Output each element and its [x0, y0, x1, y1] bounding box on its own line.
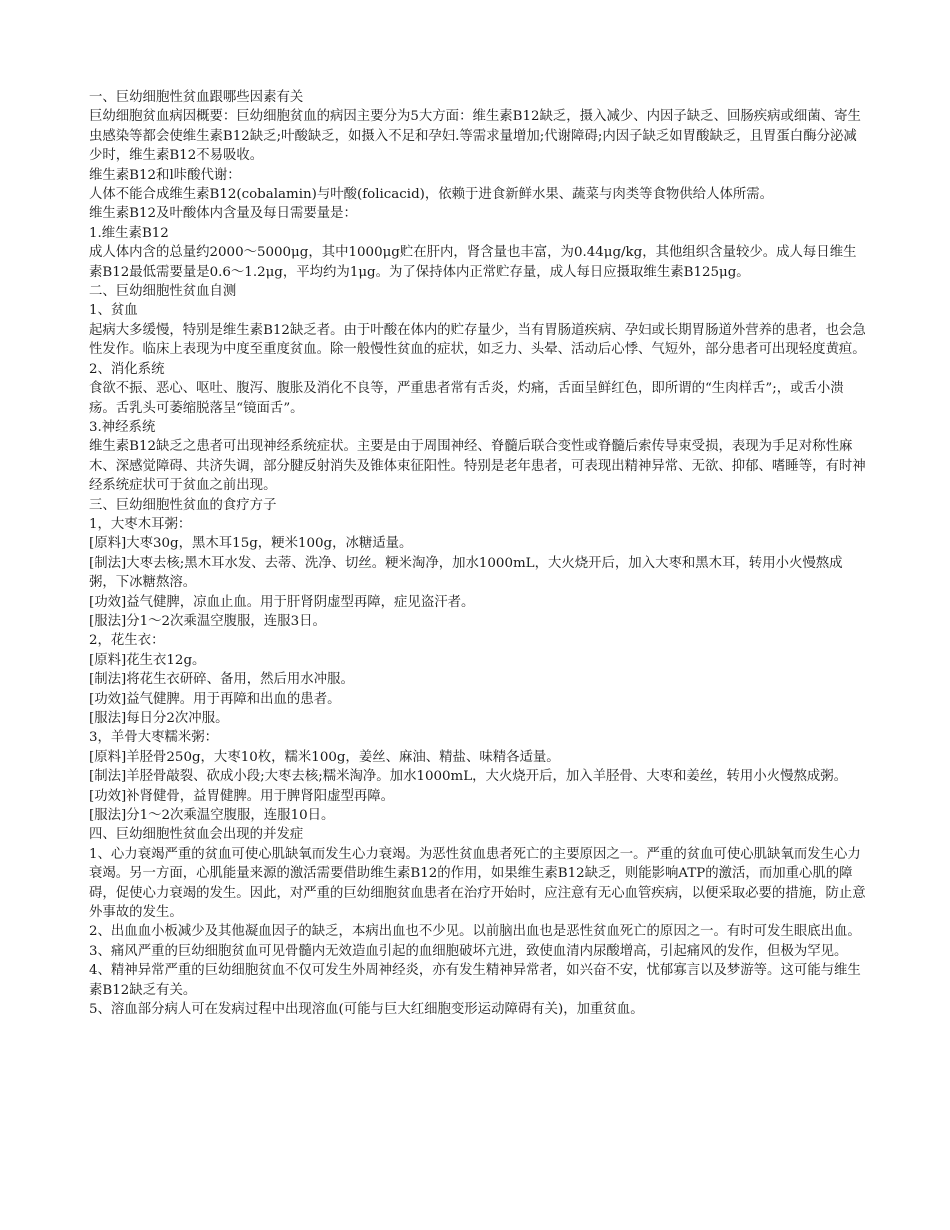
complication-heart-failure: 1、心力衰竭严重的贫血可使心肌缺氧而发生心力衰竭。为恶性贫血患者死亡的主要原因之一。严重的贫血可使心肌缺氧而发生心力衰竭。另一方面，心肌能量来源的激活需要借助维生素B12的作用，如果维生素B12缺乏，则能影响ATP的激活，而加重心肌的障碍，促使心力衰竭的发生。因此，对严重的巨幼细胞贫血患者在治疗开始时，应注意有无心血管疾病，以便采取必要的措施，防止意外事故的发生。 — [89, 846, 866, 921]
section-heading-diet: 三、巨幼细胞性贫血的食疗方子 — [89, 497, 277, 513]
recipe-2-ingredients: [原料]花生衣12g。 — [89, 652, 206, 668]
recipe-3-title: 3，羊骨大枣糯米粥： — [89, 730, 219, 746]
paragraph-nervous: 维生素B12缺乏之患者可出现神经系统症状。主要是由于周围神经、脊髓后联合变性或脊髓后索传导束受损，表现为手足对称性麻木、深感觉障碍、共济失调，部分腱反射消失及锥体束征阳性。特别是老年患者，可表现出精神异常、无欲、抑郁、嗜睡等，有时神经系统症状可于贫血之前出现。 — [89, 439, 866, 494]
recipe-3-ingredients: [原料]羊胫骨250g，大枣10枚，糯米100g，姜丝、麻油、精盐、味精各适量。 — [89, 749, 560, 765]
recipe-1-title: 1，大枣木耳粥： — [89, 516, 192, 532]
recipe-3-effect: [功效]补肾健骨，益胃健脾。用于脾肾阳虚型再障。 — [89, 788, 395, 804]
complication-gout: 3、痛风严重的巨幼细胞贫血可见骨髓内无效造血引起的血细胞破坏亢进，致使血清内尿酸增高，引起痛风的发作，但极为罕见。 — [89, 943, 848, 959]
recipe-1-effect: [功效]益气健脾，凉血止血。用于肝肾阴虚型再障，症见盗汗者。 — [89, 594, 475, 610]
paragraph-b12: 成人体内含的总量约2000～5000μg，其中1000μg贮在肝内，肾含量也丰富，为0.44μg/kg，其他组织含量较少。成人每日维生素B12最低需要量是0.6～1.2μg，平均约为1μg。为了保持体内正常贮存量，成人每日应摄取维生素B125μg。 — [89, 245, 857, 280]
section-heading-factors: 一、巨幼细胞性贫血跟哪些因素有关 — [89, 90, 304, 105]
subheading-digestive: 2、消化系统 — [89, 361, 165, 377]
subheading-b12: 1.维生素B12 — [89, 225, 169, 241]
section-heading-complications: 四、巨幼细胞性贫血会出现的并发症 — [89, 827, 304, 843]
subheading-anemia: 1、贫血 — [89, 303, 138, 319]
paragraph-metabolism: 人体不能合成维生素B12(cobalamin)与叶酸(folicacid)，依赖于进食新鲜水果、蔬菜与肉类等食物供给人体所需。 — [89, 187, 774, 203]
subheading-content: 维生素B12及叶酸体内含量及每日需要量是： — [89, 206, 357, 222]
complication-mental: 4、精神异常严重的巨幼细胞贫血不仅可发生外周神经炎，亦有发生精神异常者，如兴奋不安，忧郁寡言以及梦游等。这可能与维生素B12缺乏有关。 — [89, 963, 861, 998]
recipe-3-method: [制法]羊胫骨敲裂、砍成小段;大枣去核;糯米淘净。加水1000mL，大火烧开后，加入羊胫骨、大枣和姜丝，转用小火慢熬成粥。 — [89, 769, 848, 785]
paragraph-digestive: 食欲不振、恶心、呕吐、腹泻、腹胀及消化不良等，严重患者常有舌炎，灼痛，舌面呈鲜红色，即所谓的“生肉样舌”;，或舌小溃疡。舌乳头可萎缩脱落呈“镜面舌”。 — [89, 381, 844, 416]
section-heading-selftest: 二、巨幼细胞性贫血自测 — [89, 284, 237, 300]
document-body — [89, 88, 869, 1020]
subheading-nervous: 3.神经系统 — [89, 419, 156, 435]
recipe-2-effect: [功效]益气健脾。用于再障和出血的患者。 — [89, 691, 341, 707]
recipe-1-ingredients: [原料]大枣30g，黑木耳15g，粳米100g，冰糖适量。 — [89, 536, 413, 552]
recipe-1-method: [制法]大枣去核;黑木耳水发、去蒂、洗净、切丝。粳米淘净，加水1000mL，大火烧开后，加入大枣和黑木耳，转用小火慢熬成粥，下冰糖熬溶。 — [89, 555, 843, 591]
recipe-2-dosage: [服法]每日分2次冲服。 — [89, 711, 229, 726]
recipe-1-dosage: [服法]分1～2次乘温空腹服，连服3日。 — [89, 613, 326, 629]
subheading-metabolism: 维生素B12和l咔酸代谢： — [89, 167, 241, 183]
recipe-2-title: 2，花生衣： — [89, 633, 165, 649]
paragraph-anemia: 起病大多缓慢，特别是维生素B12缺乏者。由于叶酸在体内的贮存量少，当有胃肠道疾病、孕妇或长期胃肠道外营养的患者，也会急性发作。临床上表现为中度至重度贫血。除一般慢性贫血的症状，如乏力、头晕、活动后心悸、气短外，部分患者可出现轻度黄疸。 — [89, 322, 866, 358]
paragraph-etiology: 巨幼细胞贫血病因概要：巨幼细胞贫血的病因主要分为5大方面：维生素B12缺乏，摄入减少、内因子缺乏、回肠疾病或细菌、寄生虫感染等都会使维生素B12缺乏;叶酸缺乏，如摄入不足和孕妇.等需求量增加;代谢障碍;内因子缺乏如胃酸缺乏，且胃蛋白酶分泌减少时，维生素B12不易吸收。 — [89, 109, 861, 164]
recipe-3-dosage: [服法]分1～2次乘温空腹服，连服10日。 — [89, 808, 335, 824]
recipe-2-method: [制法]将花生衣研碎、备用，然后用水冲服。 — [89, 672, 354, 688]
complication-bleeding: 2、出血血小板减少及其他凝血因子的缺乏，本病出血也不少见。以前脑出血也是恶性贫血死亡的原因之一。有时可发生眼底出血。 — [89, 924, 861, 940]
complication-hemolysis: 5、溶血部分病人可在发病过程中出现溶血(可能与巨大红细胞变形运动障碍有关)，加重贫血。 — [89, 1002, 644, 1018]
